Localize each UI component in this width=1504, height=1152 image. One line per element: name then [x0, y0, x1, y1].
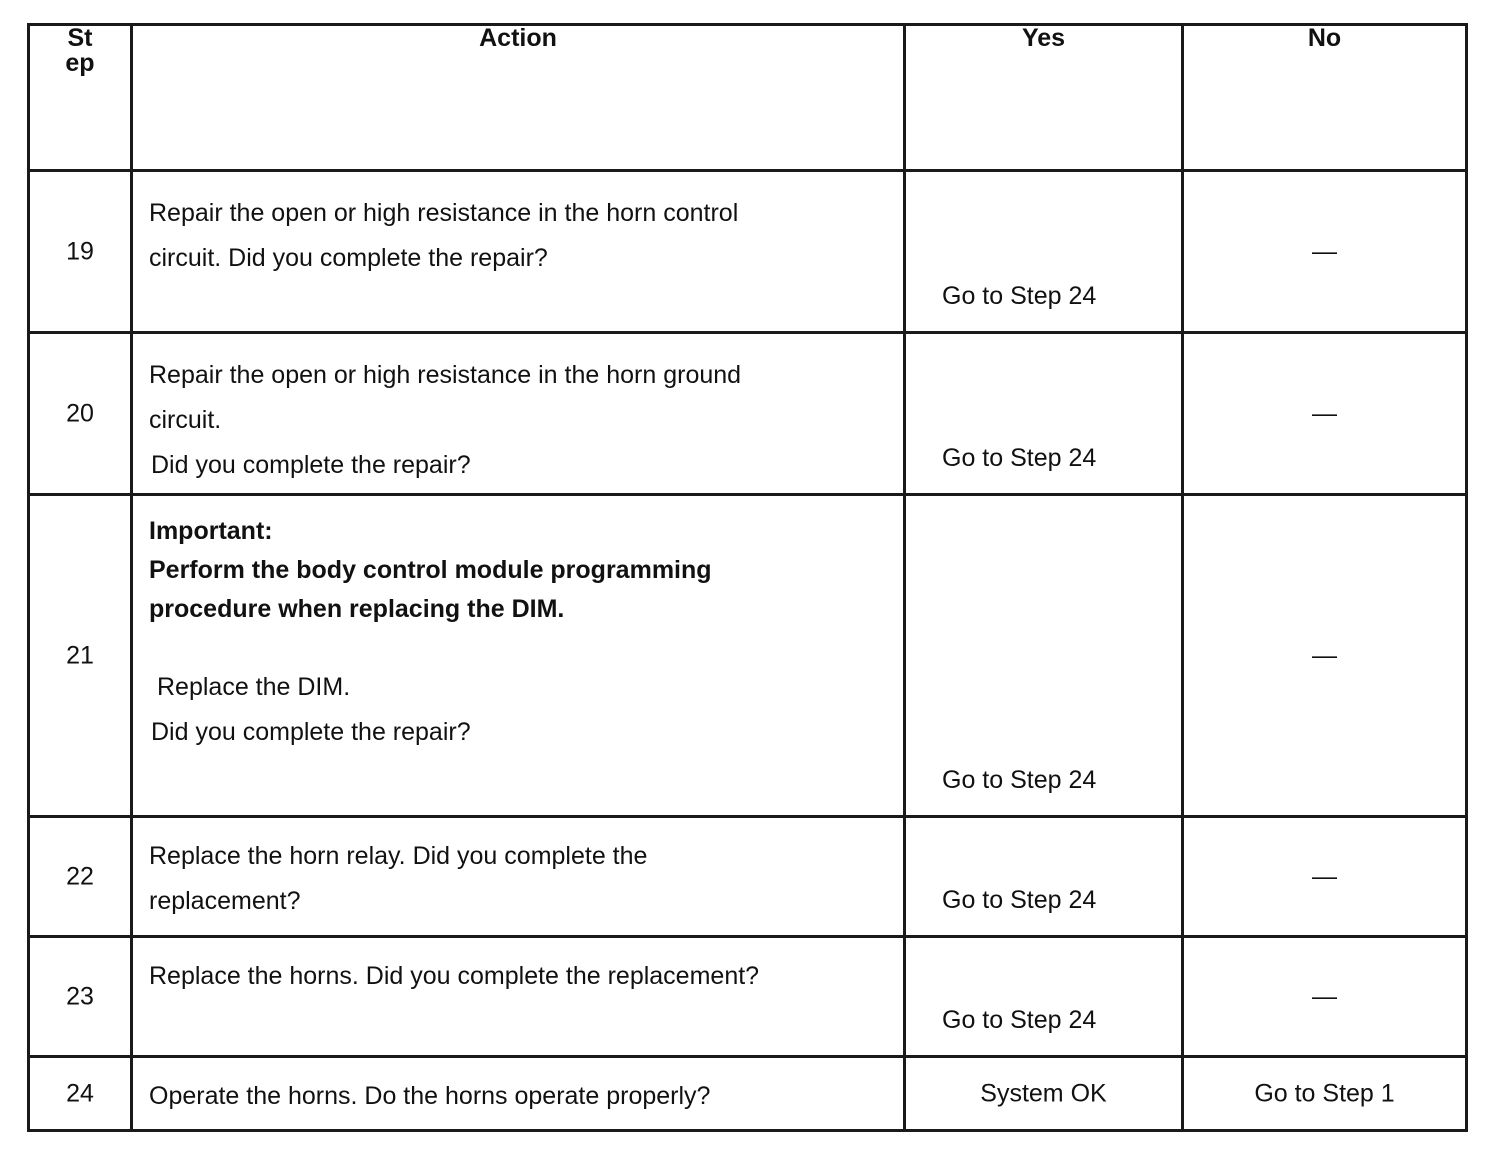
no-cell — [1183, 1057, 1467, 1131]
step-number: 22 — [66, 862, 94, 890]
action-text: Replace the DIM. — [157, 673, 351, 701]
step-number: 20 — [66, 399, 94, 427]
diagnostic-table — [27, 23, 1468, 1132]
no-cell — [1183, 937, 1467, 1057]
yes-cell — [905, 171, 1183, 333]
header-yes: Yes — [905, 25, 1183, 171]
yes-link[interactable]: Go to Step 24 — [942, 886, 1097, 914]
important-label: Important: — [149, 517, 273, 545]
action-text: replacement? — [149, 887, 301, 915]
no-cell — [1183, 333, 1467, 495]
step-cell — [29, 333, 132, 495]
no-value: — — [1312, 399, 1337, 427]
table-row — [29, 333, 1467, 495]
diagnostic-table-sheet — [27, 23, 1465, 1132]
header-row — [29, 25, 1467, 171]
step-cell — [29, 937, 132, 1057]
important-text: Perform the body control module programming — [149, 556, 712, 584]
no-cell — [1183, 817, 1467, 937]
table-row — [29, 171, 1467, 333]
yes-link[interactable]: Go to Step 24 — [942, 444, 1097, 472]
action-cell — [132, 333, 905, 495]
table-row — [29, 1057, 1467, 1131]
action-text: Repair the open or high resistance in the horn ground — [149, 361, 742, 389]
no-cell — [1183, 495, 1467, 817]
table-row — [29, 817, 1467, 937]
yes-link[interactable]: Go to Step 24 — [942, 282, 1097, 310]
table-row — [29, 937, 1467, 1057]
action-cell — [132, 1057, 905, 1131]
important-text: procedure when replacing the DIM. — [149, 595, 565, 623]
no-value: — — [1312, 237, 1337, 265]
action-text: Did you complete the repair? — [151, 451, 471, 479]
step-cell — [29, 1057, 132, 1131]
no-cell — [1183, 171, 1467, 333]
step-cell — [29, 495, 132, 817]
action-text: Replace the horns. Did you complete the replacement? — [149, 962, 760, 990]
yes-link[interactable]: Go to Step 24 — [942, 1006, 1097, 1034]
yes-link[interactable]: Go to Step 24 — [942, 766, 1097, 794]
no-value: — — [1312, 982, 1337, 1010]
yes-cell — [905, 1057, 1183, 1131]
no-link[interactable]: Go to Step 1 — [1254, 1079, 1395, 1107]
action-text: Operate the horns. Do the horns operate properly? — [149, 1082, 711, 1110]
action-text: circuit. — [149, 406, 222, 434]
action-cell — [132, 937, 905, 1057]
action-cell — [132, 171, 905, 333]
action-cell — [132, 495, 905, 817]
no-value: — — [1312, 862, 1337, 890]
action-text: Replace the horn relay. Did you complete the — [149, 842, 648, 870]
yes-cell — [905, 937, 1183, 1057]
header-action: Action — [132, 25, 905, 171]
action-cell — [132, 817, 905, 937]
header-step-line2: ep — [65, 49, 95, 77]
step-cell — [29, 817, 132, 937]
yes-value: System OK — [980, 1079, 1107, 1107]
step-number: 21 — [66, 641, 94, 669]
yes-cell — [905, 333, 1183, 495]
action-text: Did you complete the repair? — [151, 718, 471, 746]
header-no: No — [1183, 25, 1467, 171]
no-value: — — [1312, 641, 1337, 669]
step-number: 19 — [66, 237, 94, 265]
header-step-line1: St — [67, 24, 93, 52]
yes-cell — [905, 817, 1183, 937]
action-text: circuit. Did you complete the repair? — [149, 244, 548, 272]
table-row — [29, 495, 1467, 817]
action-text: Repair the open or high resistance in the horn control — [149, 199, 739, 227]
step-number: 24 — [66, 1079, 94, 1107]
header-step — [29, 25, 132, 171]
yes-cell — [905, 495, 1183, 817]
step-cell — [29, 171, 132, 333]
step-number: 23 — [66, 982, 94, 1010]
